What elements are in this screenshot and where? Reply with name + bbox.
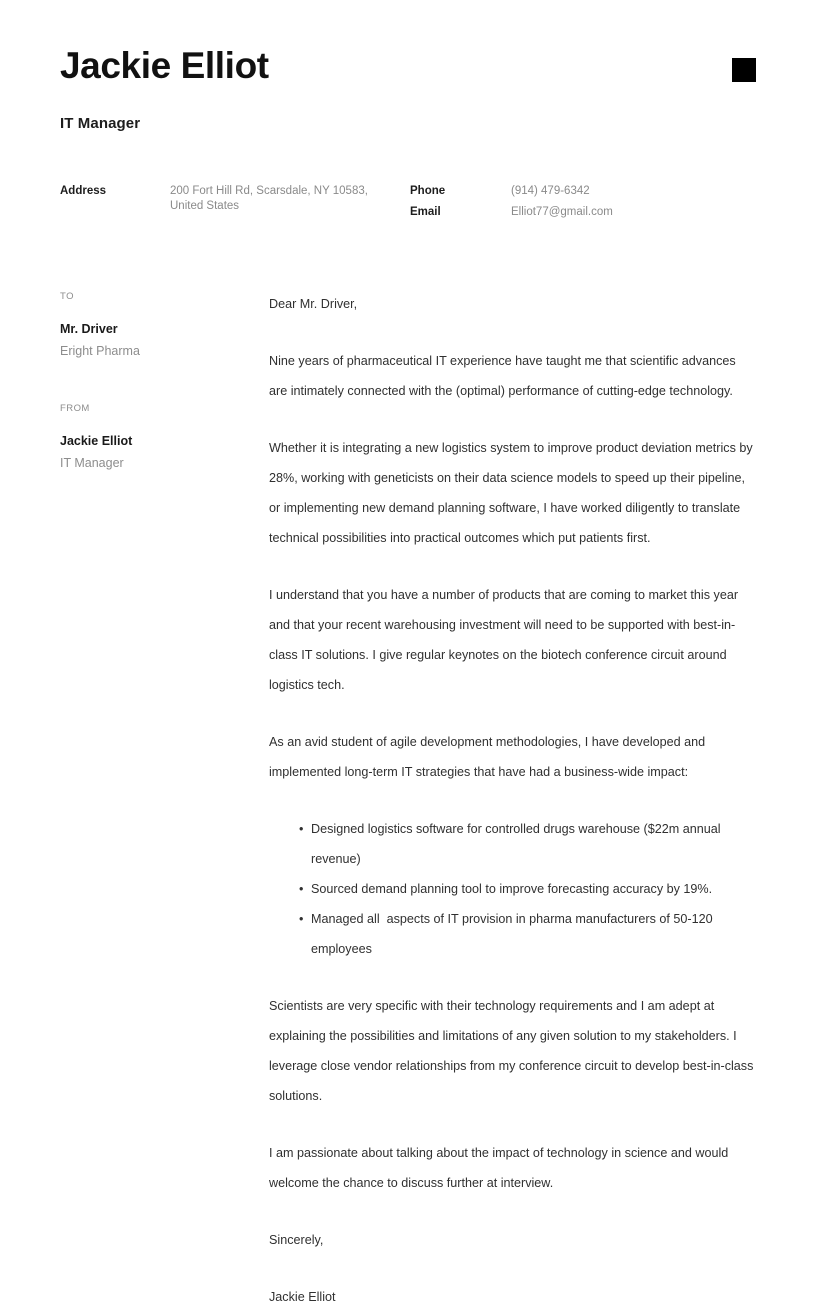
letter-paragraph-6: I am passionate about talking about the impact of technology in science and would welcome the chance to discuss further at interview. (269, 1145, 729, 1190)
address-label: Address (60, 184, 107, 197)
contact-row-address (60, 184, 385, 215)
contact-address-group (60, 184, 410, 227)
letter-meta-column (60, 289, 269, 1312)
page-title: Jackie Elliot (60, 45, 269, 86)
letter-salutation: Dear Mr. Driver, (269, 296, 358, 311)
list-item: • Sourced demand planning tool to improve forecasting accuracy by 19%. (300, 874, 754, 904)
contact-row-phone (410, 184, 613, 200)
achievements-list (269, 814, 754, 964)
list-item: • Managed all aspects of IT provision in pharma manufacturers of 50-120 employees (300, 904, 754, 964)
letter-closing: Sincerely, (269, 1232, 324, 1247)
email-value[interactable]: Elliot77@gmail.com (511, 206, 613, 219)
letter-paragraph-3: I understand that you have a number of products that are coming to market this year and that your recent warehousing investment will need to be supported with best-in-class IT solutions. I give regular keynotes on the biotech conference circuit around logistics tech. (269, 587, 739, 692)
phone-value: (914) 479-6342 (511, 184, 590, 197)
document-header (60, 0, 756, 132)
recipient-section-label: TO (60, 290, 74, 302)
letter-signature: Jackie Elliot (269, 1289, 336, 1304)
list-item: • Designed logistics software for controlled drugs warehouse ($22m annual revenue) (300, 814, 754, 874)
phone-label: Phone (410, 184, 446, 197)
contact-phone-email-group (410, 184, 756, 227)
sender-name: Jackie Elliot (60, 433, 133, 448)
recipient-name: Mr. Driver (60, 321, 118, 336)
letter-content-column (269, 289, 756, 1312)
recipient-company: Eright Pharma (60, 343, 140, 358)
header-job-title: IT Manager (60, 114, 141, 132)
sender-section-label: FROM (60, 402, 90, 414)
letter-paragraph-2: Whether it is integrating a new logistics system to improve product deviation metrics by 28%, working with geneticists on their data science models to speed up their pipeline, or implementing new demand planning software, I have worked diligently to translate technical possibilities into practical outcomes which put patients first. (269, 440, 753, 545)
sender-job-title: IT Manager (60, 455, 124, 470)
letter-paragraph-4: As an avid student of agile development methodologies, I have developed and implemented long-term IT strategies that have had a business-wide impact: (269, 734, 706, 779)
letter-body-wrapper (60, 227, 756, 1312)
letter-paragraph-5: Scientists are very specific with their technology requirements and I am adept at explaining the possibilities and limitations of any given solution to my stakeholders. I leverage close vendor relationships from my conference circuit to develop best-in-class solutions. (269, 998, 754, 1103)
recipient-block (60, 291, 269, 358)
black-square-logo-icon (732, 58, 756, 82)
sender-block (60, 403, 269, 470)
email-label: Email (410, 206, 441, 219)
contact-details (60, 132, 756, 227)
letter-paragraph-1: Nine years of pharmaceutical IT experience have taught me that scientific advances are intimately connected with the (optimal) performance of cutting-edge technology. (269, 353, 736, 398)
address-value: 200 Fort Hill Rd, Scarsdale, NY 10583, United States (170, 184, 368, 213)
contact-row-email (410, 205, 613, 221)
